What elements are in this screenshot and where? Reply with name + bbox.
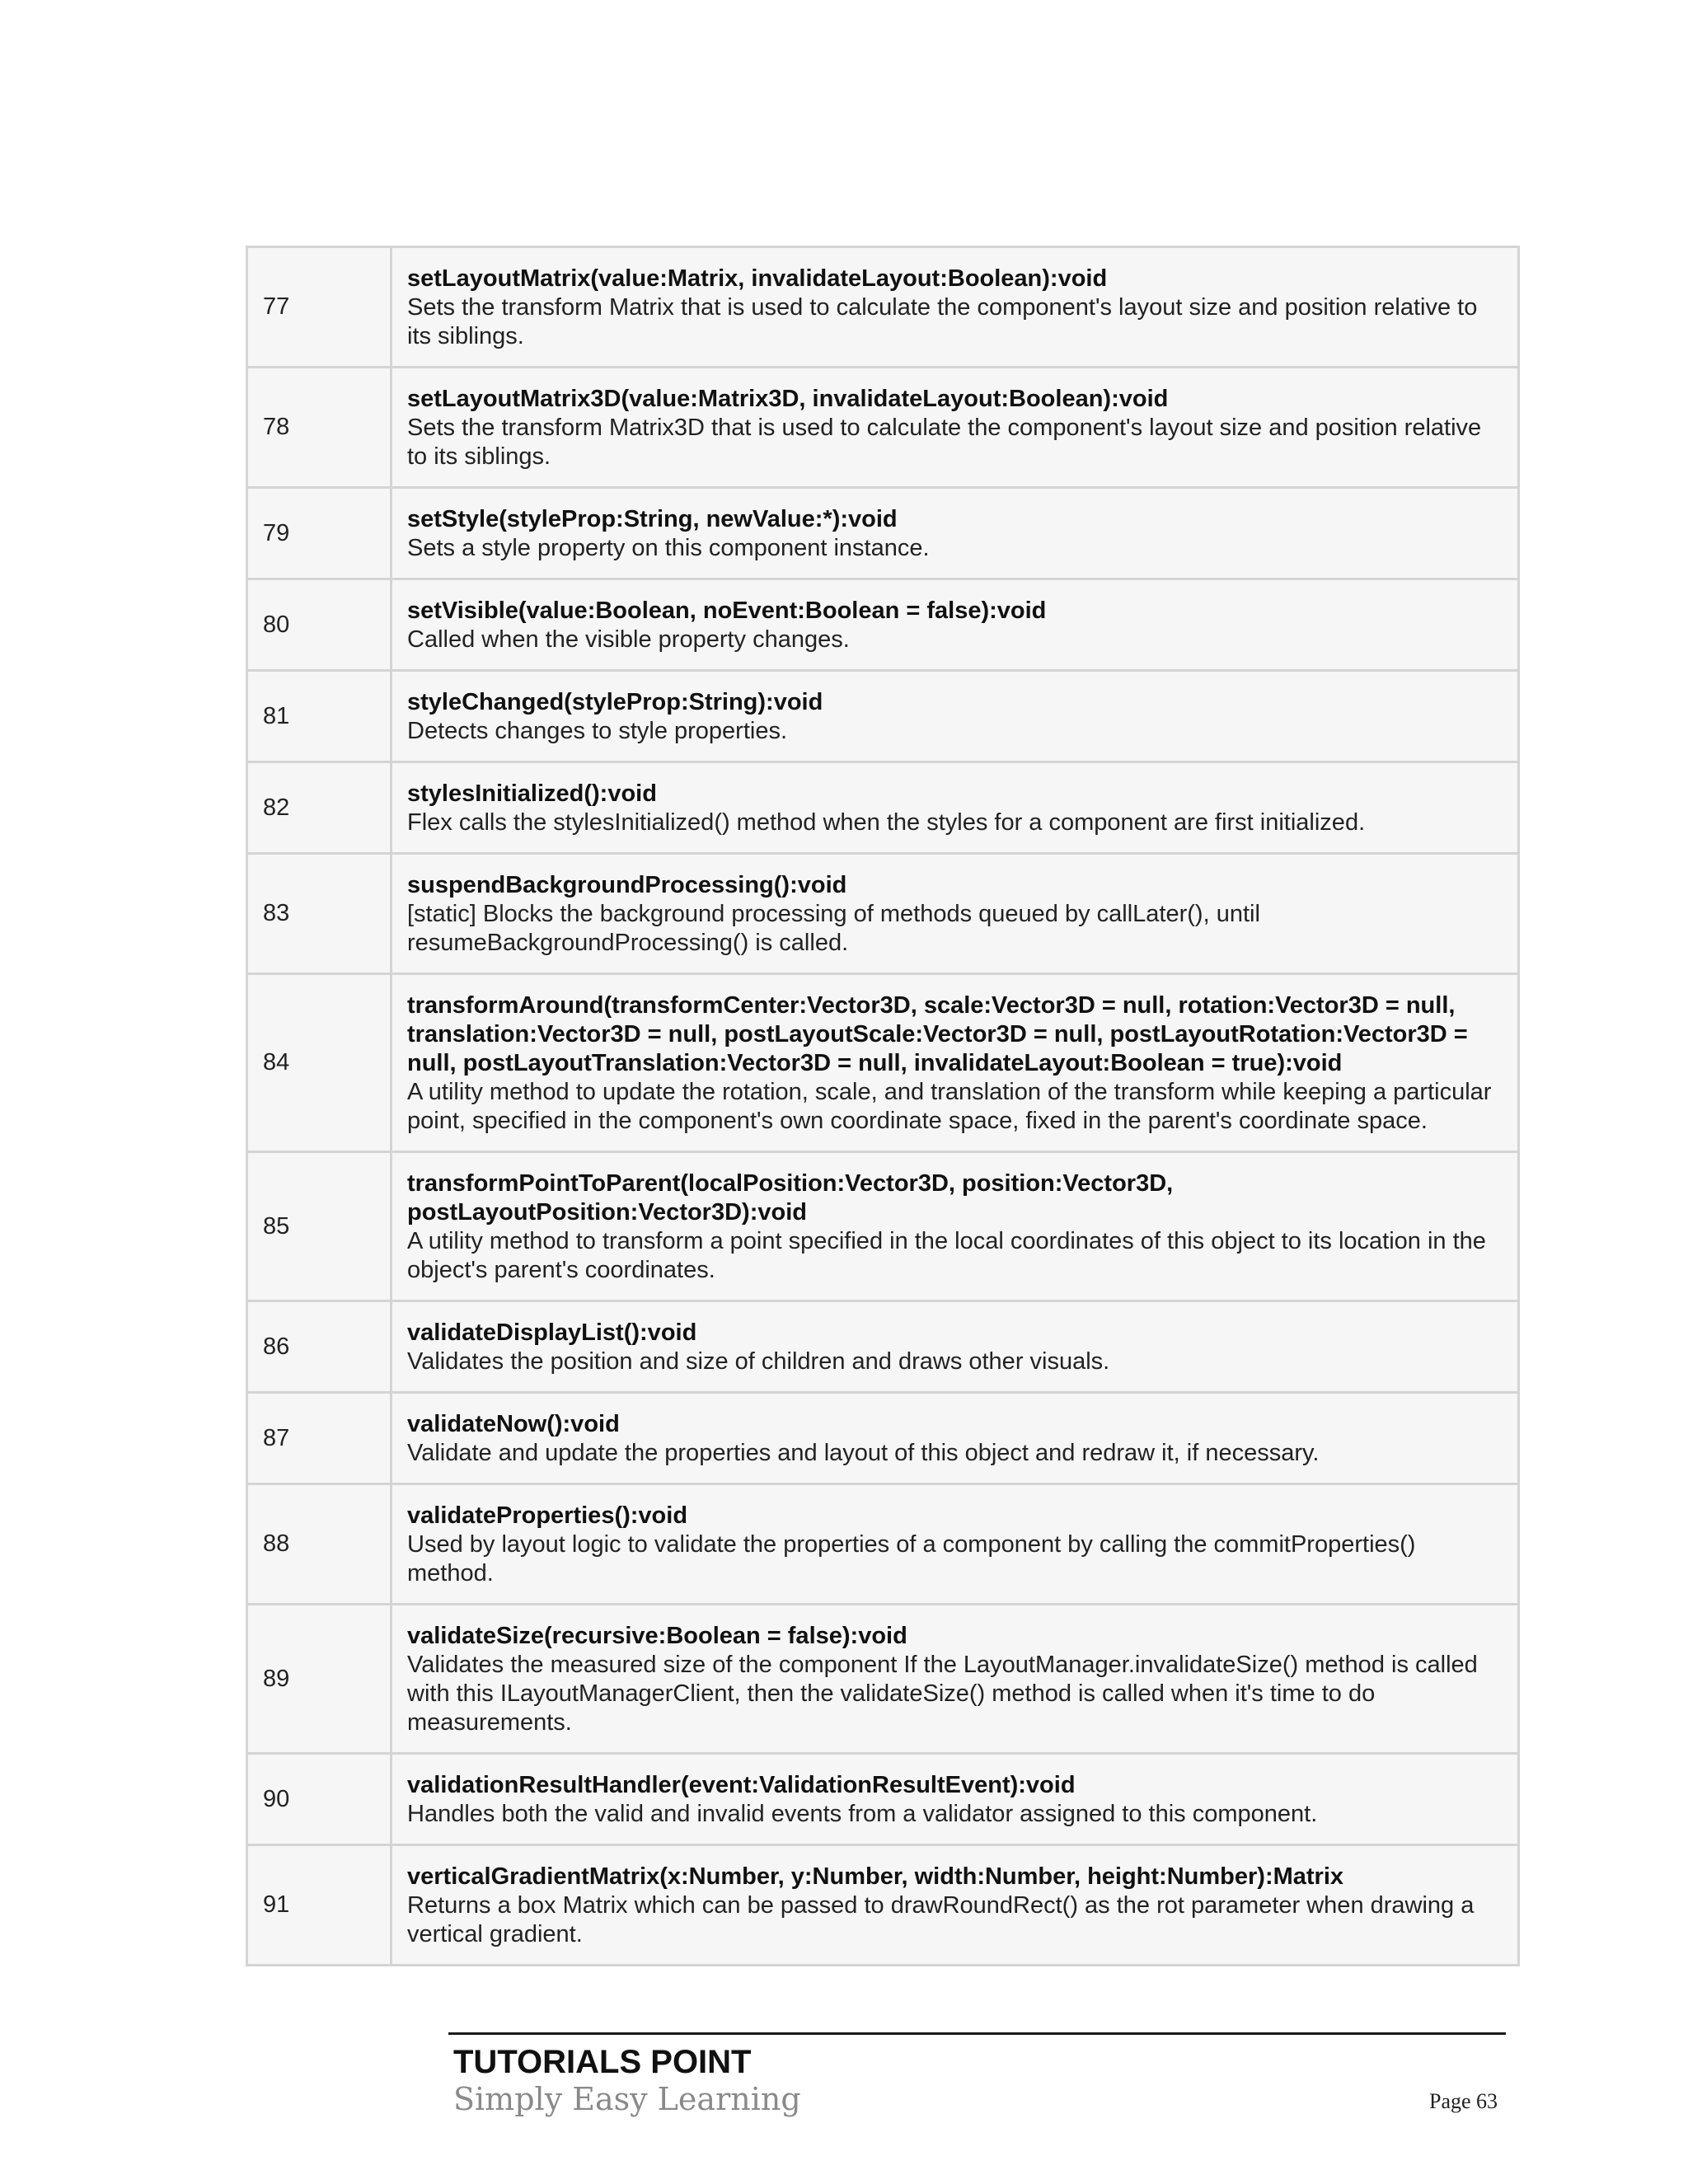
method-signature: verticalGradientMatrix(x:Number, y:Number, width:Number, height:Number):Matrix [407,1863,1344,1890]
table-row [247,368,1519,488]
row-number: 86 [247,1301,392,1393]
method-signature: validateNow():void [407,1411,620,1437]
method-signature: suspendBackgroundProcessing():void [407,872,847,898]
method-cell [392,247,1519,368]
table-row [247,762,1519,854]
method-description: Validate and update the properties and layout of this object and redraw it, if necessary. [407,1440,1320,1466]
method-description: Validates the position and size of children and draws other visuals. [407,1348,1110,1375]
table-row [247,488,1519,579]
row-number: 77 [247,247,392,368]
method-cell [392,1393,1519,1484]
method-signature: validateProperties():void [407,1502,688,1529]
method-description: Validates the measured size of the component If the LayoutManager.invalidateSize() method is called with this ILayoutManagerClient, then the validateSize() method is called when it's time to do measurements. [407,1652,1478,1736]
footer-divider [448,2032,1506,2035]
method-signature: setVisible(value:Boolean, noEvent:Boolean = false):void [407,598,1047,624]
row-number: 82 [247,762,392,854]
method-description: Returns a box Matrix which can be passed to drawRoundRect() as the rot parameter when drawing a vertical gradient. [407,1892,1475,1947]
method-description: Detects changes to style properties. [407,718,788,744]
method-cell [392,671,1519,762]
method-cell [392,1484,1519,1605]
method-signature: validationResultHandler(event:ValidationResultEvent):void [407,1772,1076,1798]
table-row [247,247,1519,368]
method-cell [392,1152,1519,1301]
method-cell [392,974,1519,1152]
row-number: 89 [247,1605,392,1754]
method-cell [392,1754,1519,1845]
method-signature: transformPointToParent(localPosition:Vector3D, position:Vector3D, postLayoutPosition:Vector3D):void [407,1170,1174,1226]
method-cell [392,488,1519,579]
method-signature: setLayoutMatrix3D(value:Matrix3D, invalidateLayout:Boolean):void [407,386,1169,412]
method-description: [static] Blocks the background processing of methods queued by callLater(), until resumeBackgroundProcessing() is called. [407,901,1260,956]
row-number: 78 [247,368,392,488]
row-number: 91 [247,1845,392,1966]
method-cell [392,579,1519,671]
table-row [247,1301,1519,1393]
table-row [247,1393,1519,1484]
method-signature: transformAround(transformCenter:Vector3D, scale:Vector3D = null, rotation:Vector3D = null, translation:Vector3D = null, postLayoutScale:Vector3D = null, postLayoutRotation:Vector3D = null, postLayoutTranslation:Vector3D = null, invalidateLayout:Boolean = true):void [407,992,1468,1076]
method-signature: setStyle(styleProp:String, newValue:*):void [407,506,898,532]
table-row [247,1845,1519,1966]
method-cell [392,762,1519,854]
row-number: 80 [247,579,392,671]
method-description: Flex calls the stylesInitialized() method when the styles for a component are first initialized. [407,809,1366,836]
table-row [247,974,1519,1152]
row-number: 90 [247,1754,392,1845]
method-description: A utility method to update the rotation, scale, and translation of the transform while keeping a particular point, specified in the component's own coordinate space, fixed in the parent's coordinate space. [407,1079,1492,1134]
method-signature: stylesInitialized():void [407,780,657,807]
method-description: Sets the transform Matrix that is used to calculate the component's layout size and position relative to its siblings. [407,294,1478,349]
table-row [247,854,1519,974]
table-row [247,1754,1519,1845]
table-row [247,1152,1519,1301]
method-description: Used by layout logic to validate the properties of a component by calling the commitProperties() method. [407,1531,1416,1586]
row-number: 88 [247,1484,392,1605]
row-number: 79 [247,488,392,579]
method-cell [392,854,1519,974]
method-signature: validateSize(recursive:Boolean = false):void [407,1623,907,1649]
method-cell [392,368,1519,488]
row-number: 87 [247,1393,392,1484]
method-description: Handles both the valid and invalid events from a validator assigned to this component. [407,1801,1318,1827]
method-cell [392,1605,1519,1754]
brand-tagline: Simply Easy Learning [453,2081,801,2117]
method-cell [392,1845,1519,1966]
methods-table [246,246,1520,1966]
row-number: 81 [247,671,392,762]
table-row [247,579,1519,671]
table-row [247,1605,1519,1754]
method-signature: setLayoutMatrix(value:Matrix, invalidateLayout:Boolean):void [407,265,1108,292]
method-signature: styleChanged(styleProp:String):void [407,689,823,715]
page-number: Page 63 [1429,2089,1498,2113]
brand-title: TUTORIALS POINT [453,2044,752,2080]
row-number: 85 [247,1152,392,1301]
method-description: Sets the transform Matrix3D that is used to calculate the component's layout size and position relative to its siblings. [407,415,1482,470]
method-description: A utility method to transform a point specified in the local coordinates of this object to its location in the object's parent's coordinates. [407,1228,1486,1283]
method-description: Called when the visible property changes. [407,626,850,653]
methods-table-body [247,247,1519,1966]
row-number: 83 [247,854,392,974]
method-cell [392,1301,1519,1393]
row-number: 84 [247,974,392,1152]
method-description: Sets a style property on this component instance. [407,535,930,561]
table-row [247,1484,1519,1605]
table-row [247,671,1519,762]
method-signature: validateDisplayList():void [407,1319,697,1346]
